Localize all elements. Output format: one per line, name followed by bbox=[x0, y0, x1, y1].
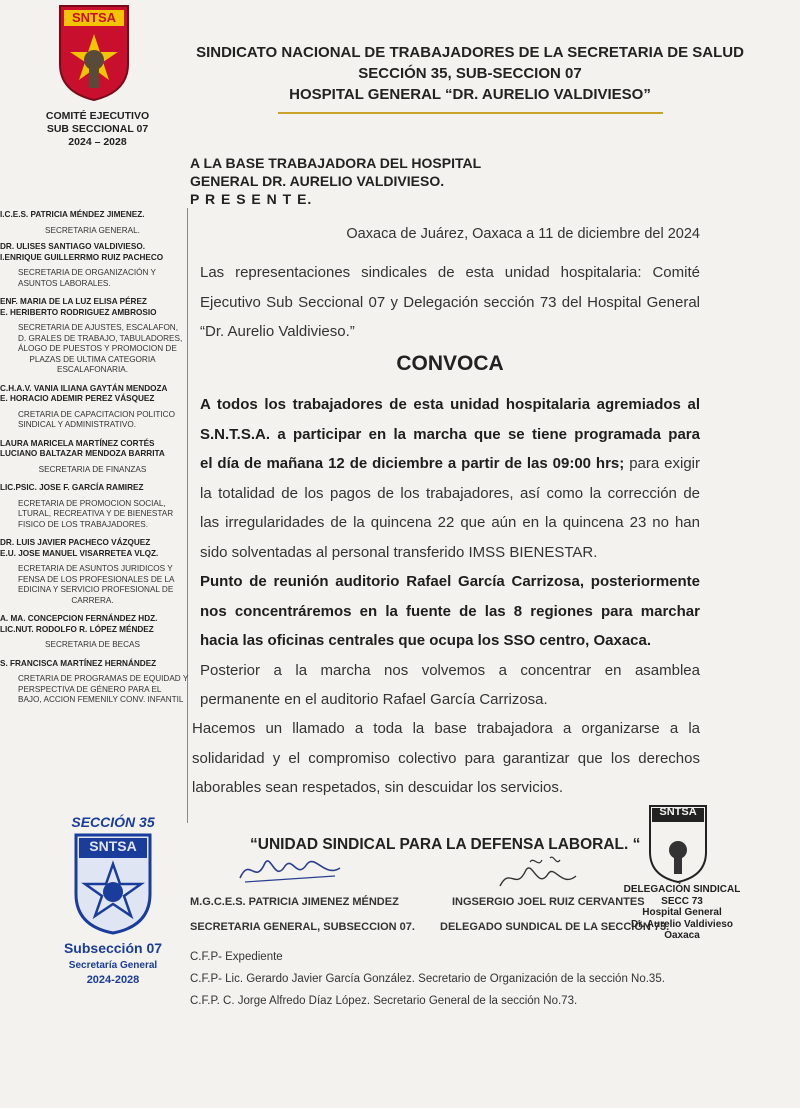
delegation-seal bbox=[612, 800, 752, 950]
sidebar-entry-name: A. MA. CONCEPCION FERNÁNDEZ HDZ. bbox=[0, 614, 158, 623]
seal-sub-title: Subsección 07 bbox=[63, 940, 163, 956]
sidebar-entry-name: DR. LUIS JAVIER PACHECO VÁZQUEZ bbox=[0, 538, 151, 547]
header-divider bbox=[278, 112, 663, 114]
meeting-line-1: Punto de reunión auditorio Rafael García Carrizosa, posteriormente bbox=[200, 573, 700, 590]
sidebar-entry-role: ÁLOGO DE PUESTOS Y PROMOCION DE bbox=[18, 344, 177, 353]
seal-line-2: SECC 73 bbox=[661, 895, 703, 907]
sidebar-entry bbox=[0, 614, 185, 651]
addressee-line-1: A LA BASE TRABAJADORA DEL HOSPITAL bbox=[190, 155, 482, 171]
sidebar-entry-role: ECRETARIA DE ASUNTOS JURIDICOS Y bbox=[18, 564, 173, 573]
committee-line-3: 2024 – 2028 bbox=[68, 136, 127, 148]
body-line-2: S.N.T.S.A. a participar en la marcha que se tiene programada para bbox=[200, 425, 700, 443]
cfp-list bbox=[190, 946, 750, 1012]
meeting-line-2: nos concentráremos en la fuente de las 8 regiones para marchar bbox=[200, 602, 700, 620]
appeal-paragraph bbox=[192, 714, 700, 803]
sidebar-entry-role: SECRETARIA DE BECAS bbox=[45, 640, 140, 649]
sidebar-entry bbox=[0, 210, 185, 236]
sidebar-entry-role: FENSA DE LOS PROFESIONALES DE LA bbox=[18, 574, 175, 584]
left-signer-role: SECRETARIA GENERAL, SUBSECCION 07. bbox=[190, 921, 415, 933]
sidebar-entry bbox=[0, 242, 185, 289]
sidebar-entry-role: PLAZAS DE ULTIMA CATEGORIA bbox=[29, 354, 156, 364]
sidebar-entry-name: E. HERIBERTO RODRIGUEZ AMBROSIO bbox=[0, 307, 157, 317]
sidebar-entry-name: E. HORACIO ADEMIR PEREZ VÁSQUEZ bbox=[0, 394, 155, 403]
seal-line-5: Oaxaca bbox=[664, 930, 700, 941]
cfp-line-3: C.F.P. C. Jorge Alfredo Díaz López. Secretario General de la sección No.73. bbox=[190, 995, 578, 1007]
sidebar-entry-role: EDICINA Y SERVICIO PROFESIONAL DE bbox=[18, 585, 174, 594]
sidebar-entry-role: SINDICAL Y ADMINISTRATIVO. bbox=[18, 420, 136, 429]
motto: “UNIDAD SINDICAL PARA LA DEFENSA LABORAL. “ bbox=[250, 836, 641, 853]
body-line-4: la totalidad de los pagos de los trabajadores, así como la corrección de bbox=[200, 484, 700, 502]
addressee bbox=[190, 154, 481, 208]
intro-line-1: Las representaciones sindicales de esta unidad hospitalaria: Comité bbox=[200, 264, 700, 281]
seal-line-3: Hospital General bbox=[642, 907, 722, 918]
addressee-line-2: GENERAL DR. AURELIO VALDIVIESO. bbox=[190, 173, 445, 189]
sidebar-entry-role: PERSPECTIVA DE GÉNERO PARA EL bbox=[18, 684, 162, 694]
committee-line-1: COMITÉ EJECUTIVO bbox=[45, 110, 150, 122]
sidebar-entry-role: LTURAL, RECREATIVA Y DE BIENESTAR bbox=[18, 509, 174, 518]
cfp-line-2: C.F.P- Lic. Gerardo Javier García González. Secretario de Organización de la sección No.35. bbox=[190, 973, 665, 985]
sidebar-entry-role: CARRERA. bbox=[71, 595, 114, 605]
sidebar-entry-name: LUCIANO BALTAZAR MENDOZA BARRITA bbox=[0, 449, 165, 458]
header bbox=[170, 42, 770, 105]
body-line-5: las irregularidades de la quincena 22 que aún en la quincena 23 no han bbox=[200, 514, 700, 531]
sidebar-entry-name: I.ENRIQUE GUILLERRMO RUIZ PACHECO bbox=[0, 252, 164, 262]
sidebar bbox=[0, 210, 189, 714]
body-line-3-rest: para exigir bbox=[624, 455, 700, 472]
intro-line-2: Ejecutivo Sub Seccional 07 y Delegación sección 73 del Hospital General bbox=[200, 293, 700, 311]
sidebar-entry-name: ENF. MARIA DE LA LUZ ELISA PÉREZ bbox=[0, 297, 147, 306]
sntsa-logo bbox=[58, 4, 130, 102]
appeal-line-2: solidaridad y el compromiso colectivo para garantizar que los derechos bbox=[192, 749, 700, 767]
right-signer-name: INGSERGIO JOEL RUIZ CERVANTES bbox=[452, 896, 645, 908]
committee-line-2: SUB SECCIONAL 07 bbox=[46, 123, 149, 135]
sidebar-entry-role: SECRETARIA DE AJUSTES, ESCALAFON, bbox=[18, 323, 178, 332]
sidebar-entry-role: FISICO DE LOS TRABAJADORES. bbox=[18, 519, 148, 529]
sidebar-entry-role: D. GRALES DE TRABAJO, TABULADORES, bbox=[18, 333, 183, 343]
header-line-1: SINDICATO NACIONAL DE TRABAJADORES DE LA SECRETARIA DE SALUD bbox=[196, 44, 744, 61]
sidebar-entry-name: E.U. JOSE MANUEL VISARRETEA VLQZ. bbox=[0, 548, 159, 558]
body-line-3-bold: el día de mañana 12 de diciembre a partir de las 09:00 hrs; bbox=[200, 455, 625, 472]
seal-line-4: Dr. Aurelio Valdivieso bbox=[631, 918, 733, 930]
sidebar-entry bbox=[0, 538, 185, 606]
sidebar-entry-name: I.C.E.S. PATRICIA MÉNDEZ JIMENEZ. bbox=[0, 210, 145, 219]
right-signature-icon bbox=[490, 852, 590, 898]
left-signer-name: M.G.C.E.S. PATRICIA JIMENEZ MÉNDEZ bbox=[190, 896, 399, 908]
sidebar-entry-role: SECRETARIA DE ORGANIZACIÓN Y bbox=[18, 268, 156, 277]
committee-block bbox=[20, 110, 175, 149]
right-signer-role: DELEGADO SUNDICAL DE LA SECCIÓN 73. bbox=[440, 921, 670, 933]
appeal-line-1: Hacemos un llamado a toda la base trabajadora a organizarse a la bbox=[192, 720, 700, 737]
after-line-2: permanente en el auditorio Rafael García Carrizosa. bbox=[200, 691, 548, 708]
sidebar-entry-role: ECRETARIA DE PROMOCION SOCIAL, bbox=[18, 498, 166, 508]
sidebar-entry-role: BAJO, ACCION FEMENILY CONV. INFANTIL bbox=[18, 695, 184, 704]
sidebar-entry-role: SECRETARIA GENERAL. bbox=[45, 225, 140, 235]
sidebar-entry-name: LIC.PSIC. JOSE F. GARCÍA RAMIREZ bbox=[0, 483, 144, 492]
intro-paragraph bbox=[200, 258, 700, 347]
body-line-6: sido solventadas al personal transferido IMSS BIENESTAR. bbox=[200, 543, 598, 561]
body-line-1: A todos los trabajadores de esta unidad hospitalaria agremiados al bbox=[200, 396, 700, 413]
seal-sub-years: 2024-2028 bbox=[86, 974, 140, 986]
sidebar-entry-role: SECRETARIA DE FINANZAS bbox=[38, 464, 147, 474]
convoca-heading: CONVOCA bbox=[396, 352, 504, 375]
left-signature-icon bbox=[235, 848, 345, 892]
sidebar-entry bbox=[0, 658, 189, 706]
meeting-line-3: hacia las oficinas centrales que ocupa los SSO centro, Oaxaca. bbox=[200, 632, 652, 649]
call-paragraph bbox=[200, 390, 700, 715]
sidebar-entry-name: LIC.NUT. RODOLFO R. LÓPEZ MÉNDEZ bbox=[0, 624, 154, 634]
seal-logo-text: SNTSA bbox=[89, 838, 137, 854]
logo-text: SNTSA bbox=[71, 10, 117, 25]
body-line-3 bbox=[200, 449, 700, 479]
sidebar-entry-name: LAURA MARICELA MARTÍNEZ CORTÉS bbox=[0, 438, 155, 448]
sidebar-entry-name: DR. ULISES SANTIAGO VALDIVIESO. bbox=[0, 242, 145, 251]
sidebar-entry bbox=[0, 439, 185, 476]
subsection-seal bbox=[48, 810, 178, 1000]
header-line-3: HOSPITAL GENERAL “DR. AURELIO VALDIVIESO” bbox=[289, 86, 651, 103]
sidebar-entry-role: CRETARIA DE PROGRAMAS DE EQUIDAD Y bbox=[18, 674, 189, 683]
sidebar-divider bbox=[187, 208, 188, 823]
seal-arc-text: SECCIÓN 35 bbox=[71, 814, 155, 830]
sidebar-entry bbox=[0, 297, 185, 376]
seal-logo-text: SNTSA bbox=[659, 806, 697, 818]
sidebar-entry bbox=[0, 384, 185, 431]
seal-text bbox=[612, 884, 752, 942]
after-line-1: Posterior a la marcha nos volvemos a concentrar en asamblea bbox=[200, 661, 700, 679]
intro-line-3: “Dr. Aurelio Valdivieso.” bbox=[200, 323, 355, 340]
sidebar-entry-role: ASUNTOS LABORALES. bbox=[18, 278, 111, 288]
appeal-line-3: laborables sean respetados, sin descuidar los servicios. bbox=[192, 779, 564, 796]
date-line: Oaxaca de Juárez, Oaxaca a 11 de diciembre del 2024 bbox=[346, 226, 700, 242]
addressee-line-3: P R E S E N T E. bbox=[190, 191, 313, 207]
sidebar-entry bbox=[0, 483, 185, 530]
sidebar-entry-role: CRETARIA DE CAPACITACION POLITICO bbox=[18, 409, 175, 419]
sidebar-entry-name: C.H.A.V. VANIA ILIANA GAYTÁN MENDOZA bbox=[0, 383, 168, 393]
seal-line-1: DELEGACIÓN SINDICAL bbox=[623, 884, 741, 895]
header-line-2: SECCIÓN 35, SUB-SECCION 07 bbox=[358, 65, 582, 82]
sidebar-entry-role: ESCALAFONARIA. bbox=[57, 365, 128, 374]
cfp-line-1: C.F.P- Expediente bbox=[190, 951, 283, 963]
seal-sub-role: Secretaría General bbox=[68, 960, 158, 971]
sidebar-entry-name: S. FRANCISCA MARTÍNEZ HERNÁNDEZ bbox=[0, 658, 157, 668]
